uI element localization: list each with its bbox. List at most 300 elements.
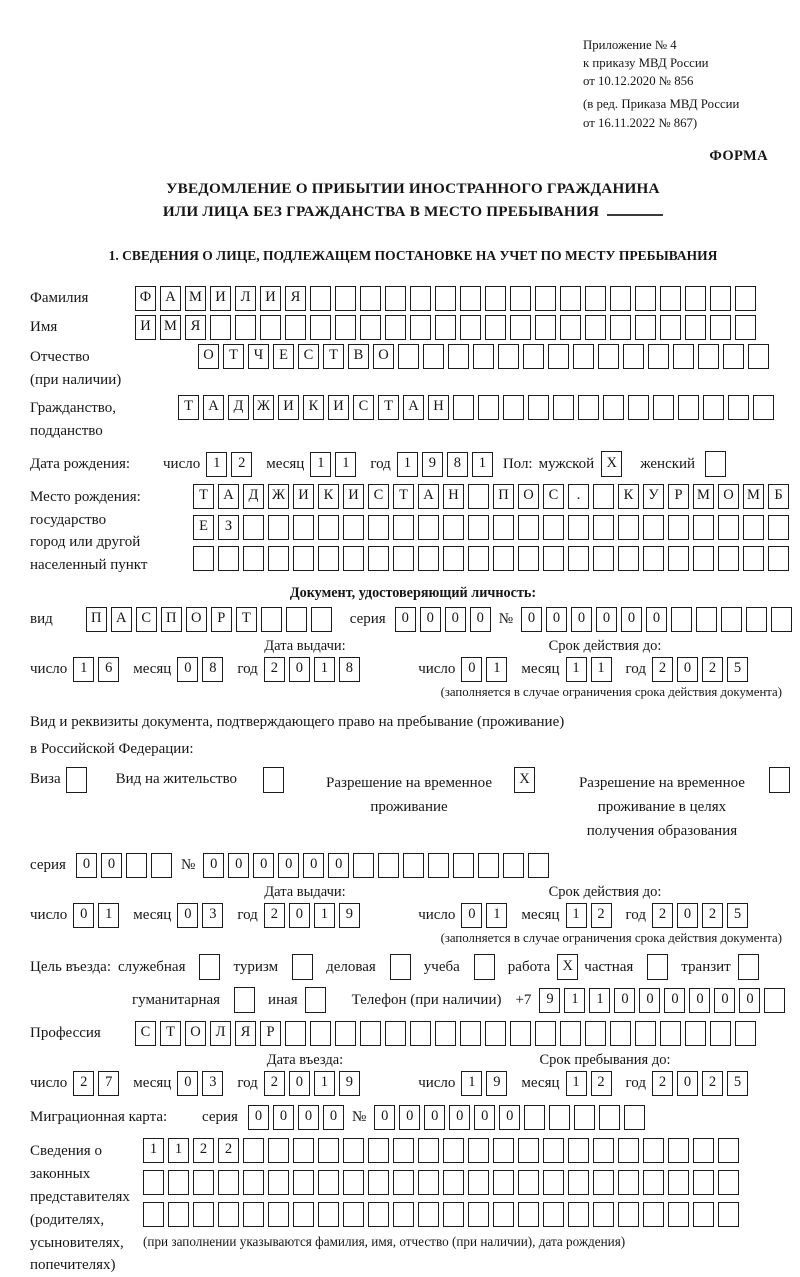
char-cell[interactable]: С	[135, 1021, 156, 1046]
char-cell[interactable]	[710, 1021, 731, 1046]
char-cell[interactable]	[598, 344, 619, 369]
char-cell[interactable]	[535, 286, 556, 311]
char-cell[interactable]	[368, 1138, 389, 1163]
char-cell[interactable]	[268, 515, 289, 540]
char-cell[interactable]	[493, 515, 514, 540]
char-cell[interactable]: 2	[193, 1138, 214, 1163]
char-cell[interactable]: Р	[211, 607, 232, 632]
char-cell[interactable]: 0	[646, 607, 667, 632]
char-cell[interactable]: 0	[739, 988, 760, 1013]
char-cell[interactable]: 6	[98, 657, 119, 682]
char-cell[interactable]	[643, 1170, 664, 1195]
char-cell[interactable]	[468, 1138, 489, 1163]
char-cell[interactable]	[418, 515, 439, 540]
char-cell[interactable]	[268, 1170, 289, 1195]
char-cell[interactable]: О	[198, 344, 219, 369]
char-cell[interactable]	[318, 1138, 339, 1163]
char-cell[interactable]	[378, 853, 399, 878]
char-cell[interactable]	[673, 344, 694, 369]
char-cell[interactable]: П	[161, 607, 182, 632]
char-cell[interactable]: Ж	[253, 395, 274, 420]
char-cell[interactable]: 2	[702, 657, 723, 682]
char-cell[interactable]: 0	[449, 1105, 470, 1130]
char-cell[interactable]: 0	[73, 903, 94, 928]
char-cell[interactable]	[698, 344, 719, 369]
char-cell[interactable]	[310, 286, 331, 311]
char-cell[interactable]	[593, 1202, 614, 1227]
char-cell[interactable]	[410, 1021, 431, 1046]
char-cell[interactable]: 0	[253, 853, 274, 878]
char-cell[interactable]	[643, 546, 664, 571]
char-cell[interactable]	[235, 315, 256, 340]
char-cell[interactable]	[311, 607, 332, 632]
temp-residence-checkbox[interactable]: X	[514, 767, 535, 793]
char-cell[interactable]	[218, 1202, 239, 1227]
char-cell[interactable]	[448, 344, 469, 369]
char-cell[interactable]	[593, 484, 614, 509]
char-cell[interactable]	[535, 1021, 556, 1046]
char-cell[interactable]	[768, 515, 789, 540]
char-cell[interactable]	[693, 1170, 714, 1195]
char-cell[interactable]: 2	[264, 903, 285, 928]
char-cell[interactable]: 8	[447, 452, 468, 477]
char-cell[interactable]: 1	[310, 452, 331, 477]
char-cell[interactable]: И	[135, 315, 156, 340]
char-cell[interactable]	[668, 1138, 689, 1163]
char-cell[interactable]	[318, 515, 339, 540]
char-cell[interactable]	[518, 1170, 539, 1195]
char-cell[interactable]: 5	[727, 1071, 748, 1096]
char-cell[interactable]: 0	[177, 657, 198, 682]
char-cell[interactable]: 1	[143, 1138, 164, 1163]
char-cell[interactable]	[460, 315, 481, 340]
char-cell[interactable]	[568, 515, 589, 540]
char-cell[interactable]	[453, 853, 474, 878]
char-cell[interactable]	[503, 853, 524, 878]
char-cell[interactable]	[510, 1021, 531, 1046]
char-cell[interactable]	[528, 395, 549, 420]
char-cell[interactable]	[618, 546, 639, 571]
char-cell[interactable]	[468, 1202, 489, 1227]
char-cell[interactable]	[168, 1202, 189, 1227]
char-cell[interactable]: 5	[727, 903, 748, 928]
char-cell[interactable]	[560, 315, 581, 340]
char-cell[interactable]: 2	[264, 657, 285, 682]
char-cell[interactable]: 1	[314, 657, 335, 682]
char-cell[interactable]	[685, 1021, 706, 1046]
char-cell[interactable]	[443, 1138, 464, 1163]
char-cell[interactable]: Б	[768, 484, 789, 509]
char-cell[interactable]	[660, 315, 681, 340]
char-cell[interactable]	[368, 546, 389, 571]
char-cell[interactable]	[735, 1021, 756, 1046]
char-cell[interactable]: С	[543, 484, 564, 509]
char-cell[interactable]: О	[518, 484, 539, 509]
char-cell[interactable]: 0	[289, 657, 310, 682]
char-cell[interactable]: 8	[339, 657, 360, 682]
char-cell[interactable]	[618, 1138, 639, 1163]
char-cell[interactable]: Я	[185, 315, 206, 340]
char-cell[interactable]	[498, 344, 519, 369]
char-cell[interactable]	[418, 1170, 439, 1195]
char-cell[interactable]: 3	[202, 1071, 223, 1096]
char-cell[interactable]	[543, 1170, 564, 1195]
char-cell[interactable]	[593, 1170, 614, 1195]
char-cell[interactable]: У	[643, 484, 664, 509]
char-cell[interactable]: .	[568, 484, 589, 509]
char-cell[interactable]: 0	[445, 607, 466, 632]
char-cell[interactable]: 0	[521, 607, 542, 632]
char-cell[interactable]: И	[278, 395, 299, 420]
char-cell[interactable]: Л	[235, 286, 256, 311]
char-cell[interactable]	[410, 315, 431, 340]
char-cell[interactable]	[261, 607, 282, 632]
char-cell[interactable]: А	[111, 607, 132, 632]
char-cell[interactable]	[268, 546, 289, 571]
char-cell[interactable]: 0	[664, 988, 685, 1013]
char-cell[interactable]: Т	[193, 484, 214, 509]
char-cell[interactable]	[268, 1138, 289, 1163]
char-cell[interactable]	[293, 1170, 314, 1195]
char-cell[interactable]	[660, 286, 681, 311]
char-cell[interactable]: Т	[160, 1021, 181, 1046]
sex-female-checkbox[interactable]	[705, 451, 726, 477]
char-cell[interactable]	[618, 515, 639, 540]
char-cell[interactable]	[618, 1202, 639, 1227]
purpose-humanitarian-checkbox[interactable]	[234, 987, 255, 1013]
char-cell[interactable]: 0	[677, 657, 698, 682]
sex-male-checkbox[interactable]: X	[601, 451, 622, 477]
char-cell[interactable]	[143, 1170, 164, 1195]
char-cell[interactable]: 9	[539, 988, 560, 1013]
char-cell[interactable]	[493, 546, 514, 571]
char-cell[interactable]: 7	[98, 1071, 119, 1096]
char-cell[interactable]: 0	[639, 988, 660, 1013]
char-cell[interactable]: 1	[98, 903, 119, 928]
char-cell[interactable]	[718, 515, 739, 540]
char-cell[interactable]	[753, 395, 774, 420]
char-cell[interactable]	[193, 546, 214, 571]
char-cell[interactable]	[668, 1170, 689, 1195]
char-cell[interactable]: 2	[652, 903, 673, 928]
char-cell[interactable]	[443, 1202, 464, 1227]
char-cell[interactable]: 0	[289, 903, 310, 928]
char-cell[interactable]: 9	[486, 1071, 507, 1096]
char-cell[interactable]: 1	[486, 657, 507, 682]
char-cell[interactable]	[543, 1202, 564, 1227]
char-cell[interactable]: 1	[206, 452, 227, 477]
char-cell[interactable]	[368, 515, 389, 540]
char-cell[interactable]: 0	[621, 607, 642, 632]
char-cell[interactable]	[310, 1021, 331, 1046]
purpose-transit-checkbox[interactable]	[738, 954, 759, 980]
char-cell[interactable]	[335, 286, 356, 311]
char-cell[interactable]: 2	[702, 1071, 723, 1096]
char-cell[interactable]: 0	[474, 1105, 495, 1130]
char-cell[interactable]	[518, 1202, 539, 1227]
char-cell[interactable]	[403, 853, 424, 878]
char-cell[interactable]: О	[373, 344, 394, 369]
char-cell[interactable]: 1	[566, 903, 587, 928]
char-cell[interactable]: 0	[228, 853, 249, 878]
char-cell[interactable]	[585, 315, 606, 340]
char-cell[interactable]: Т	[378, 395, 399, 420]
char-cell[interactable]	[286, 607, 307, 632]
char-cell[interactable]: 0	[596, 607, 617, 632]
char-cell[interactable]: 1	[73, 657, 94, 682]
char-cell[interactable]: А	[403, 395, 424, 420]
residence-permit-checkbox[interactable]	[263, 767, 284, 793]
char-cell[interactable]: Д	[243, 484, 264, 509]
char-cell[interactable]	[748, 344, 769, 369]
char-cell[interactable]: З	[218, 515, 239, 540]
char-cell[interactable]	[553, 395, 574, 420]
char-cell[interactable]	[560, 1021, 581, 1046]
char-cell[interactable]: 1	[472, 452, 493, 477]
char-cell[interactable]	[468, 515, 489, 540]
char-cell[interactable]	[293, 1202, 314, 1227]
char-cell[interactable]: И	[210, 286, 231, 311]
char-cell[interactable]	[318, 546, 339, 571]
char-cell[interactable]	[473, 344, 494, 369]
char-cell[interactable]: М	[693, 484, 714, 509]
char-cell[interactable]	[660, 1021, 681, 1046]
char-cell[interactable]	[460, 286, 481, 311]
char-cell[interactable]	[285, 315, 306, 340]
char-cell[interactable]: 0	[323, 1105, 344, 1130]
char-cell[interactable]	[578, 395, 599, 420]
char-cell[interactable]: 0	[689, 988, 710, 1013]
char-cell[interactable]	[293, 1138, 314, 1163]
char-cell[interactable]: Н	[443, 484, 464, 509]
char-cell[interactable]	[543, 1138, 564, 1163]
char-cell[interactable]: 1	[314, 903, 335, 928]
char-cell[interactable]: 0	[374, 1105, 395, 1130]
char-cell[interactable]: 0	[677, 903, 698, 928]
char-cell[interactable]	[368, 1170, 389, 1195]
char-cell[interactable]: 0	[714, 988, 735, 1013]
char-cell[interactable]	[151, 853, 172, 878]
char-cell[interactable]: 0	[395, 607, 416, 632]
char-cell[interactable]	[126, 853, 147, 878]
purpose-other-checkbox[interactable]	[305, 987, 326, 1013]
char-cell[interactable]: 2	[591, 903, 612, 928]
char-cell[interactable]	[543, 515, 564, 540]
char-cell[interactable]	[735, 315, 756, 340]
char-cell[interactable]	[393, 1170, 414, 1195]
char-cell[interactable]	[460, 1021, 481, 1046]
char-cell[interactable]	[668, 546, 689, 571]
char-cell[interactable]	[260, 315, 281, 340]
char-cell[interactable]	[218, 1170, 239, 1195]
char-cell[interactable]	[485, 315, 506, 340]
char-cell[interactable]: 2	[218, 1138, 239, 1163]
char-cell[interactable]	[510, 286, 531, 311]
char-cell[interactable]	[603, 395, 624, 420]
char-cell[interactable]	[574, 1105, 595, 1130]
char-cell[interactable]	[721, 607, 742, 632]
char-cell[interactable]	[685, 315, 706, 340]
char-cell[interactable]: А	[203, 395, 224, 420]
char-cell[interactable]	[503, 395, 524, 420]
char-cell[interactable]	[593, 546, 614, 571]
char-cell[interactable]: 0	[424, 1105, 445, 1130]
char-cell[interactable]	[548, 344, 569, 369]
char-cell[interactable]: 2	[231, 452, 252, 477]
char-cell[interactable]	[335, 1021, 356, 1046]
char-cell[interactable]: Д	[228, 395, 249, 420]
char-cell[interactable]: И	[343, 484, 364, 509]
purpose-tourism-checkbox[interactable]	[292, 954, 313, 980]
char-cell[interactable]	[623, 344, 644, 369]
char-cell[interactable]: С	[136, 607, 157, 632]
char-cell[interactable]	[518, 515, 539, 540]
char-cell[interactable]	[143, 1202, 164, 1227]
char-cell[interactable]: М	[160, 315, 181, 340]
purpose-work-checkbox[interactable]: X	[557, 954, 578, 980]
char-cell[interactable]: С	[368, 484, 389, 509]
char-cell[interactable]	[648, 344, 669, 369]
char-cell[interactable]	[343, 515, 364, 540]
char-cell[interactable]: П	[86, 607, 107, 632]
char-cell[interactable]	[410, 286, 431, 311]
char-cell[interactable]	[243, 515, 264, 540]
char-cell[interactable]	[518, 546, 539, 571]
temp-residence-education-checkbox[interactable]	[769, 767, 790, 793]
char-cell[interactable]: 1	[591, 657, 612, 682]
char-cell[interactable]	[243, 1138, 264, 1163]
char-cell[interactable]	[418, 1202, 439, 1227]
char-cell[interactable]	[635, 286, 656, 311]
char-cell[interactable]	[743, 546, 764, 571]
char-cell[interactable]	[243, 546, 264, 571]
char-cell[interactable]	[728, 395, 749, 420]
char-cell[interactable]: А	[218, 484, 239, 509]
char-cell[interactable]: Т	[393, 484, 414, 509]
char-cell[interactable]	[693, 546, 714, 571]
char-cell[interactable]	[628, 395, 649, 420]
char-cell[interactable]	[453, 395, 474, 420]
char-cell[interactable]	[485, 1021, 506, 1046]
char-cell[interactable]	[310, 315, 331, 340]
char-cell[interactable]: 0	[470, 607, 491, 632]
char-cell[interactable]	[360, 286, 381, 311]
char-cell[interactable]	[723, 344, 744, 369]
char-cell[interactable]: 2	[73, 1071, 94, 1096]
char-cell[interactable]: 0	[499, 1105, 520, 1130]
char-cell[interactable]	[493, 1138, 514, 1163]
purpose-official-checkbox[interactable]	[199, 954, 220, 980]
char-cell[interactable]	[193, 1170, 214, 1195]
char-cell[interactable]	[568, 1170, 589, 1195]
char-cell[interactable]	[435, 1021, 456, 1046]
char-cell[interactable]	[393, 515, 414, 540]
char-cell[interactable]: Н	[428, 395, 449, 420]
char-cell[interactable]	[468, 546, 489, 571]
char-cell[interactable]	[549, 1105, 570, 1130]
char-cell[interactable]: И	[328, 395, 349, 420]
char-cell[interactable]	[735, 286, 756, 311]
char-cell[interactable]	[343, 1170, 364, 1195]
char-cell[interactable]	[671, 607, 692, 632]
char-cell[interactable]: 0	[614, 988, 635, 1013]
char-cell[interactable]	[428, 853, 449, 878]
char-cell[interactable]: А	[418, 484, 439, 509]
char-cell[interactable]	[335, 315, 356, 340]
char-cell[interactable]: 0	[289, 1071, 310, 1096]
char-cell[interactable]: Е	[273, 344, 294, 369]
char-cell[interactable]	[718, 1202, 739, 1227]
char-cell[interactable]	[768, 546, 789, 571]
char-cell[interactable]	[443, 1170, 464, 1195]
visa-checkbox[interactable]	[66, 767, 87, 793]
char-cell[interactable]: С	[353, 395, 374, 420]
char-cell[interactable]	[468, 484, 489, 509]
char-cell[interactable]	[293, 515, 314, 540]
char-cell[interactable]: 5	[727, 657, 748, 682]
char-cell[interactable]	[718, 1170, 739, 1195]
char-cell[interactable]: И	[293, 484, 314, 509]
char-cell[interactable]: М	[743, 484, 764, 509]
char-cell[interactable]	[593, 515, 614, 540]
char-cell[interactable]: 0	[177, 903, 198, 928]
char-cell[interactable]: 9	[422, 452, 443, 477]
char-cell[interactable]	[696, 607, 717, 632]
char-cell[interactable]: 0	[177, 1071, 198, 1096]
char-cell[interactable]: 3	[202, 903, 223, 928]
char-cell[interactable]	[560, 286, 581, 311]
char-cell[interactable]	[535, 315, 556, 340]
char-cell[interactable]	[618, 1170, 639, 1195]
char-cell[interactable]: 9	[339, 1071, 360, 1096]
char-cell[interactable]: 0	[461, 657, 482, 682]
char-cell[interactable]: 1	[566, 657, 587, 682]
char-cell[interactable]	[393, 1202, 414, 1227]
char-cell[interactable]: 0	[278, 853, 299, 878]
char-cell[interactable]: 1	[486, 903, 507, 928]
purpose-business-checkbox[interactable]	[390, 954, 411, 980]
char-cell[interactable]: 0	[101, 853, 122, 878]
char-cell[interactable]	[293, 546, 314, 571]
char-cell[interactable]	[478, 395, 499, 420]
char-cell[interactable]: 1	[566, 1071, 587, 1096]
char-cell[interactable]	[718, 546, 739, 571]
char-cell[interactable]: 0	[677, 1071, 698, 1096]
char-cell[interactable]: К	[303, 395, 324, 420]
char-cell[interactable]	[368, 1202, 389, 1227]
char-cell[interactable]	[643, 515, 664, 540]
char-cell[interactable]: Я	[235, 1021, 256, 1046]
char-cell[interactable]	[518, 1138, 539, 1163]
char-cell[interactable]: А	[160, 286, 181, 311]
char-cell[interactable]: 0	[571, 607, 592, 632]
char-cell[interactable]	[568, 1138, 589, 1163]
char-cell[interactable]: 1	[314, 1071, 335, 1096]
char-cell[interactable]	[764, 988, 785, 1013]
char-cell[interactable]: 2	[264, 1071, 285, 1096]
char-cell[interactable]	[210, 315, 231, 340]
char-cell[interactable]	[771, 607, 792, 632]
char-cell[interactable]: В	[348, 344, 369, 369]
char-cell[interactable]	[693, 515, 714, 540]
char-cell[interactable]: Ф	[135, 286, 156, 311]
char-cell[interactable]: 1	[564, 988, 585, 1013]
char-cell[interactable]: Ж	[268, 484, 289, 509]
char-cell[interactable]	[643, 1202, 664, 1227]
char-cell[interactable]	[610, 315, 631, 340]
char-cell[interactable]	[693, 1202, 714, 1227]
char-cell[interactable]	[703, 395, 724, 420]
